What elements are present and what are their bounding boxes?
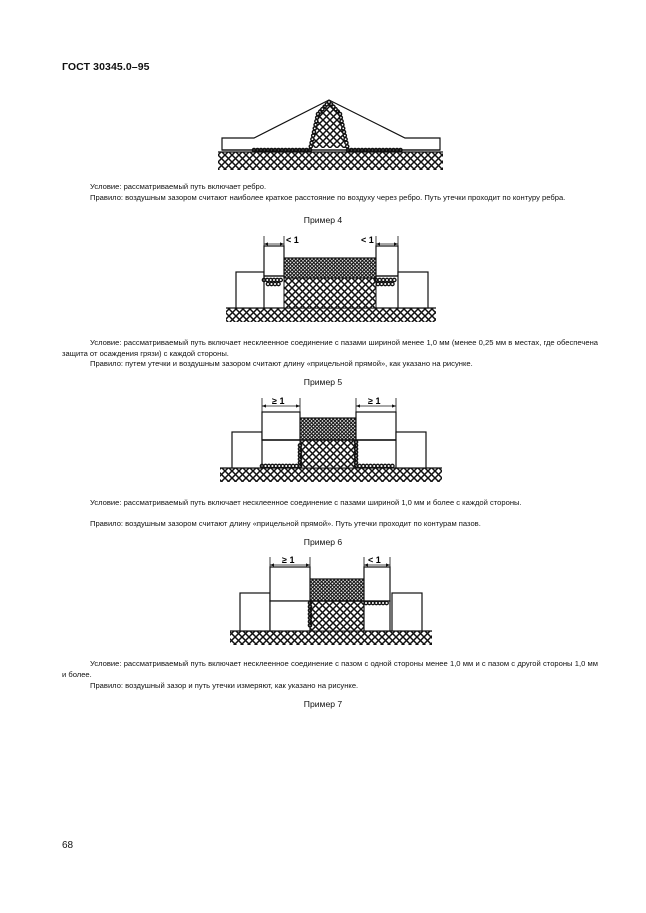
path-dot bbox=[365, 464, 368, 467]
example6-dim-left: ≥ 1 bbox=[282, 555, 295, 565]
example4-caption: Пример 4 bbox=[303, 215, 343, 225]
example6-rule-text: Правило: воздушный зазор и путь утечки измеряют, как указано на рисунке. bbox=[90, 681, 359, 690]
path-dot bbox=[279, 278, 282, 281]
example6-rule bbox=[62, 681, 598, 692]
path-dot bbox=[389, 278, 392, 281]
figure-example-6 bbox=[228, 553, 434, 647]
path-dot bbox=[362, 464, 365, 467]
path-dot bbox=[373, 464, 376, 467]
example6-condition-text: Условие: рассматриваемый путь включает несклеенное соединение с пазом с одной стороны менее 1,0 мм и с пазом с другой стороны 1,0 мм и более. bbox=[62, 659, 598, 679]
fig3-condition bbox=[62, 182, 598, 193]
example7-caption: Пример 7 bbox=[303, 699, 343, 709]
example6-caption: Пример 6 bbox=[303, 537, 343, 547]
example5-caption: Пример 5 bbox=[303, 377, 343, 387]
example5-rule-text: Правило: воздушным зазором считают длину «прицельной прямой». Путь утечки проходит по контурам пазов. bbox=[90, 519, 481, 528]
path-dot bbox=[383, 464, 386, 467]
path-dot bbox=[376, 464, 379, 467]
path-dot bbox=[358, 464, 361, 467]
path-dot bbox=[380, 464, 383, 467]
path-dot bbox=[382, 278, 385, 281]
path-dot bbox=[391, 282, 394, 285]
path-dot bbox=[369, 464, 372, 467]
path-dot bbox=[380, 282, 383, 285]
path-dot bbox=[391, 464, 394, 467]
path-dot bbox=[277, 282, 280, 285]
example4-dim-left: < 1 bbox=[286, 235, 299, 245]
figure-example-4 bbox=[222, 232, 438, 324]
page-number: 68 bbox=[62, 840, 74, 851]
example5-rule bbox=[62, 519, 598, 530]
path-dot bbox=[387, 282, 390, 285]
path-dot bbox=[385, 278, 388, 281]
path-dot bbox=[376, 282, 379, 285]
example6-dim-right: < 1 bbox=[368, 555, 381, 565]
fig3-rule bbox=[62, 193, 598, 204]
example4-condition bbox=[62, 338, 598, 359]
example4-rule-text: Правило: путем утечки и воздушным зазором считают длину «прицельной прямой», как указано на рисунке. bbox=[90, 359, 473, 368]
example4-rule bbox=[62, 359, 598, 370]
example4-dim-right: < 1 bbox=[361, 235, 374, 245]
fig3-rule-text: Правило: воздушным зазором считают наиболее краткое расстояние по воздуху через ребро. Путь утечки проходит по контуру ребра. bbox=[90, 193, 566, 202]
path-dot bbox=[387, 464, 390, 467]
example4-condition-text: Условие: рассматриваемый путь включает несклеенное соединение с пазами шириной менее 1,0 мм (менее 0,25 мм в местах, где обеспечена защита от осаждения грязи) с каждой стороны. bbox=[62, 338, 598, 358]
path-dot bbox=[393, 278, 396, 281]
path-dot bbox=[384, 282, 387, 285]
example6-condition bbox=[62, 659, 598, 680]
example5-dim-right: ≥ 1 bbox=[368, 396, 381, 406]
fig3-condition-text: Условие: рассматриваемый путь включает ребро. bbox=[90, 182, 267, 191]
figure-example-5 bbox=[218, 394, 444, 484]
figure-rib bbox=[218, 92, 444, 174]
path-dot bbox=[378, 278, 381, 281]
example5-condition bbox=[62, 498, 598, 509]
document-header: ГОСТ 30345.0–95 bbox=[62, 61, 150, 73]
example5-condition-text: Условие: рассматриваемый путь включает несклеенное соединение с пазами шириной 1,0 мм и более с каждой стороны. bbox=[90, 498, 522, 507]
example5-dim-left: ≥ 1 bbox=[272, 396, 285, 406]
